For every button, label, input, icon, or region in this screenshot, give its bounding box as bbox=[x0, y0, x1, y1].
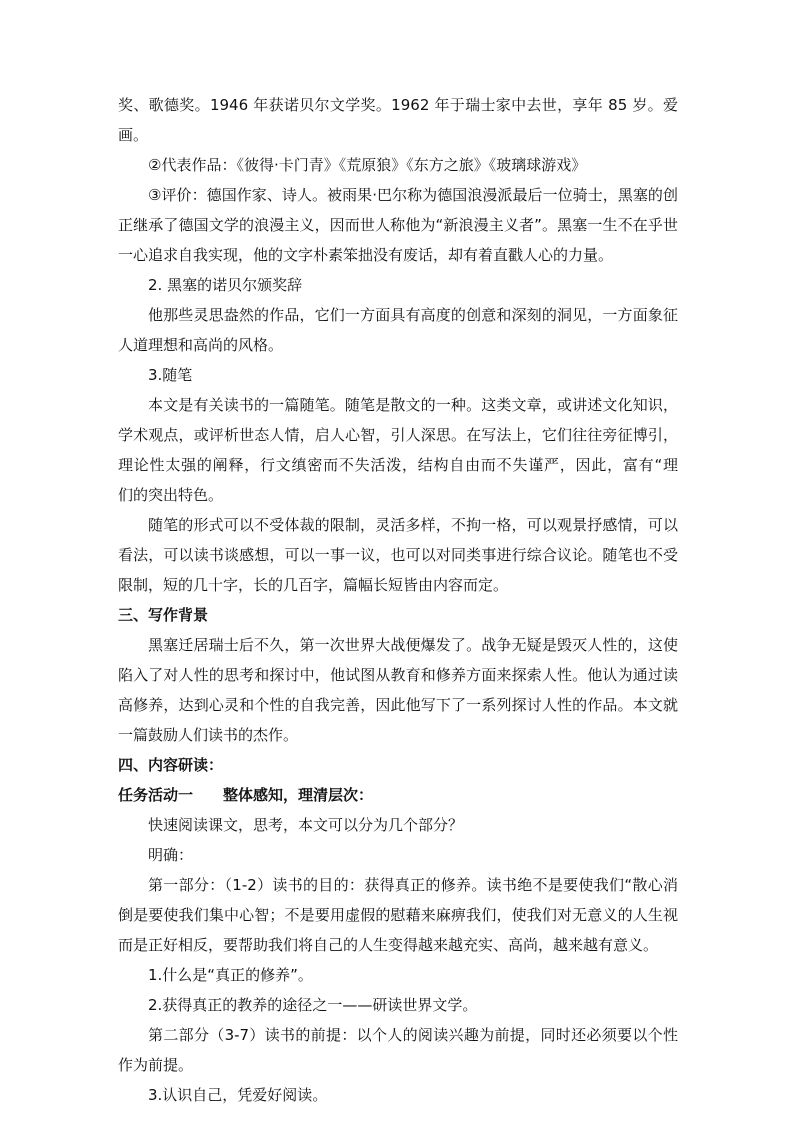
text-line: 高修养，达到心灵和个性的自我完善，因此他写下了一系列探讨人性的作品。本文就 bbox=[118, 696, 678, 714]
text-line: 限制，短的几十字，长的几百字，篇幅长短皆由内容而定。 bbox=[118, 576, 509, 594]
text-line: 快速阅读课文，思考，本文可以分为几个部分？ bbox=[148, 816, 464, 834]
text-line: ②代表作品：《彼得·卡门青》《荒原狼》《东方之旅》《玻璃球游戏》 bbox=[148, 156, 587, 174]
text-line: 本文是有关读书的一篇随笔。随笔是散文的一种。这类文章，或讲述文化知识， bbox=[148, 396, 678, 414]
text-line: 随笔的形式可以不受体裁的限制，灵活多样，不拘一格，可以观景抒感情，可以 bbox=[148, 516, 678, 534]
section-subtitle: 2. 黑塞的诺贝尔颁奖辞 bbox=[148, 276, 303, 294]
text-line: 倒是要使我们集中心智；不是要用虚假的慰藉来麻痹我们，使我们对无意义的人生视 bbox=[118, 906, 678, 924]
section-heading: 三、写作背景 bbox=[118, 606, 209, 624]
text-line: 正继承了德国文学的浪漫主义，因而世人称他为“新浪漫主义者”。黑塞一生不在乎世 bbox=[118, 216, 678, 234]
text-line: 第一部分：（1-2）读书的目的：获得真正的修养。读书绝不是要使我们“散心消 bbox=[148, 876, 678, 894]
text-line: 人道理想和高尚的风格。 bbox=[118, 336, 284, 354]
text-line: 学术观点，或评析世态人情，启人心智，引人深思。在写法上，它们往往旁征博引， bbox=[118, 426, 678, 444]
document-page bbox=[118, 90, 678, 1110]
text-line: 作为前提。 bbox=[118, 1056, 194, 1074]
text-line: 3.认识自己，凭爱好阅读。 bbox=[148, 1086, 328, 1104]
text-line: 一心追求自我实现，他的文字朴素笨拙没有废话，却有着直戳人心的力量。 bbox=[118, 246, 614, 264]
text-line: 陷入了对人性的思考和探讨中，他试图从教育和修养方面来探索人性。他认为通过读 bbox=[118, 666, 678, 684]
text-line: 黑塞迁居瑞士后不久，第一次世界大战便爆发了。战争无疑是毁灭人性的，这使 bbox=[148, 636, 678, 654]
text-line: 们的突出特色。 bbox=[118, 486, 224, 504]
text-line: 第二部分（3-7）读书的前提：以个人的阅读兴趣为前提，同时还必须要以个性 bbox=[148, 1026, 678, 1044]
task-heading: 任务活动一 整体感知，理清层次： bbox=[118, 786, 374, 804]
text-line: 看法，可以读书谈感想，可以一事一议，也可以对同类事进行综合议论。随笔也不受 bbox=[118, 546, 678, 564]
text-line: 理论性太强的阐释，行文缜密而不失活泼，结构自由而不失谨严，因此，富有“理 bbox=[118, 456, 678, 474]
text-line: 明确： bbox=[148, 846, 194, 864]
text-line: 2.获得真正的教养的途径之一——研读世界文学。 bbox=[148, 996, 478, 1014]
text-line: 1.什么是“真正的修养”。 bbox=[148, 966, 313, 984]
section-heading: 四、内容研读： bbox=[118, 756, 224, 774]
text-line: 一篇鼓励人们读书的杰作。 bbox=[118, 726, 299, 744]
text-line: 而是正好相反，要帮助我们将自己的人生变得越来越充实、高尚，越来越有意义。 bbox=[118, 936, 659, 954]
section-subtitle: 3.随笔 bbox=[148, 366, 193, 384]
text-line: 他那些灵思盎然的作品，它们一方面具有高度的创意和深刻的洞见，一方面象征 bbox=[148, 306, 678, 324]
text-line: 奖、歌德奖。1946 年获诺贝尔文学奖。1962 年于瑞士家中去世，享年 85 岁。爱 bbox=[118, 96, 678, 114]
text-line: 画。 bbox=[118, 126, 149, 144]
text-line: ③评价：德国作家、诗人。被雨果·巴尔称为德国浪漫派最后一位骑士，黑塞的创 bbox=[148, 186, 678, 204]
